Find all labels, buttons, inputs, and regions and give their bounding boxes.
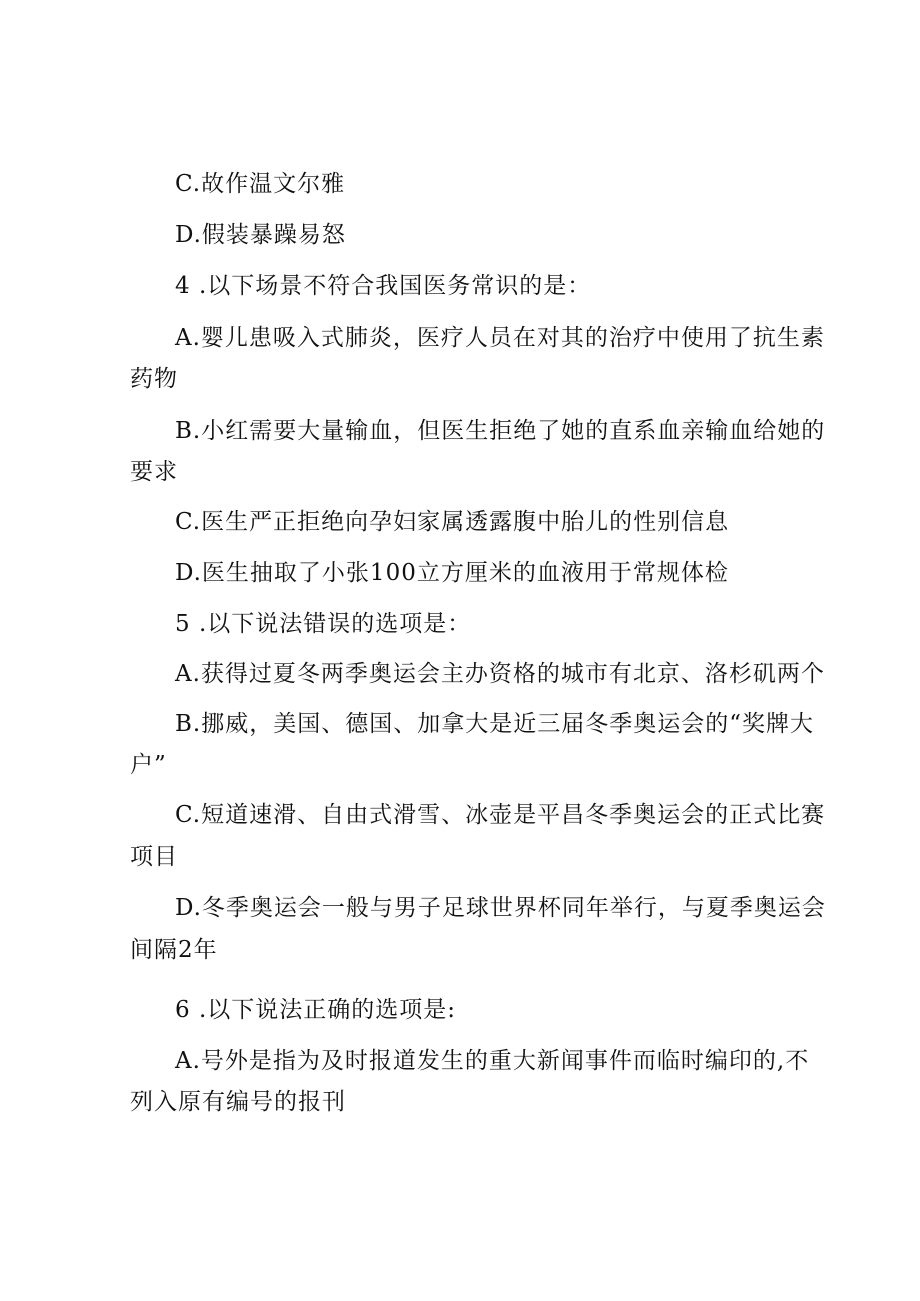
- option-d: D.假装暴躁易怒: [175, 222, 346, 248]
- question-5-option-d-line-2: 间隔2年: [130, 937, 218, 963]
- question-6-option-a-line-2: 列入原有编号的报刊: [130, 1089, 346, 1115]
- option-c: C.故作温文尔雅: [175, 171, 346, 197]
- question-4-option-a-line-2: 药物: [130, 366, 178, 392]
- question-4-stem: 4 .以下场景不符合我国医务常识的是：: [175, 273, 592, 299]
- question-5-option-b-line-1: B.挪威，美国、德国、加拿大是近三届冬季奥运会的“奖牌大: [175, 711, 814, 737]
- question-4-option-a-line-1: A.婴儿患吸入式肺炎，医疗人员在对其的治疗中使用了抗生素: [175, 325, 825, 351]
- question-6-stem: 6 .以下说法正确的选项是:: [175, 997, 457, 1023]
- question-6-option-a-line-1: A.号外是指为及时报道发生的重大新闻事件而临时编印的,不: [175, 1048, 810, 1074]
- question-4-option-c: C.医生严正拒绝向孕妇家属透露腹中胎儿的性别信息: [175, 509, 730, 535]
- question-5-stem: 5 .以下说法错误的选项是：: [175, 611, 472, 637]
- question-5-option-c-line-1: C.短道速滑、自由式滑雪、冰壶是平昌冬季奥运会的正式比赛: [175, 802, 826, 828]
- question-4-option-b-line-2: 要求: [130, 459, 178, 485]
- question-5-option-a: A.获得过夏冬两季奥运会主办资格的城市有北京、洛杉矶两个: [175, 661, 825, 687]
- question-5-option-b-line-2: 户”: [130, 752, 167, 778]
- question-4-option-b-line-1: B.小红需要大量输血，但医生拒绝了她的直系血亲输血给她的: [175, 418, 826, 444]
- question-4-option-d: D.医生抽取了小张100立方厘米的血液用于常规体检: [175, 560, 729, 586]
- question-5-option-c-line-2: 项目: [130, 844, 178, 870]
- question-5-option-d-line-1: D.冬季奥运会一般与男子足球世界杯同年举行，与夏季奥运会: [175, 895, 826, 921]
